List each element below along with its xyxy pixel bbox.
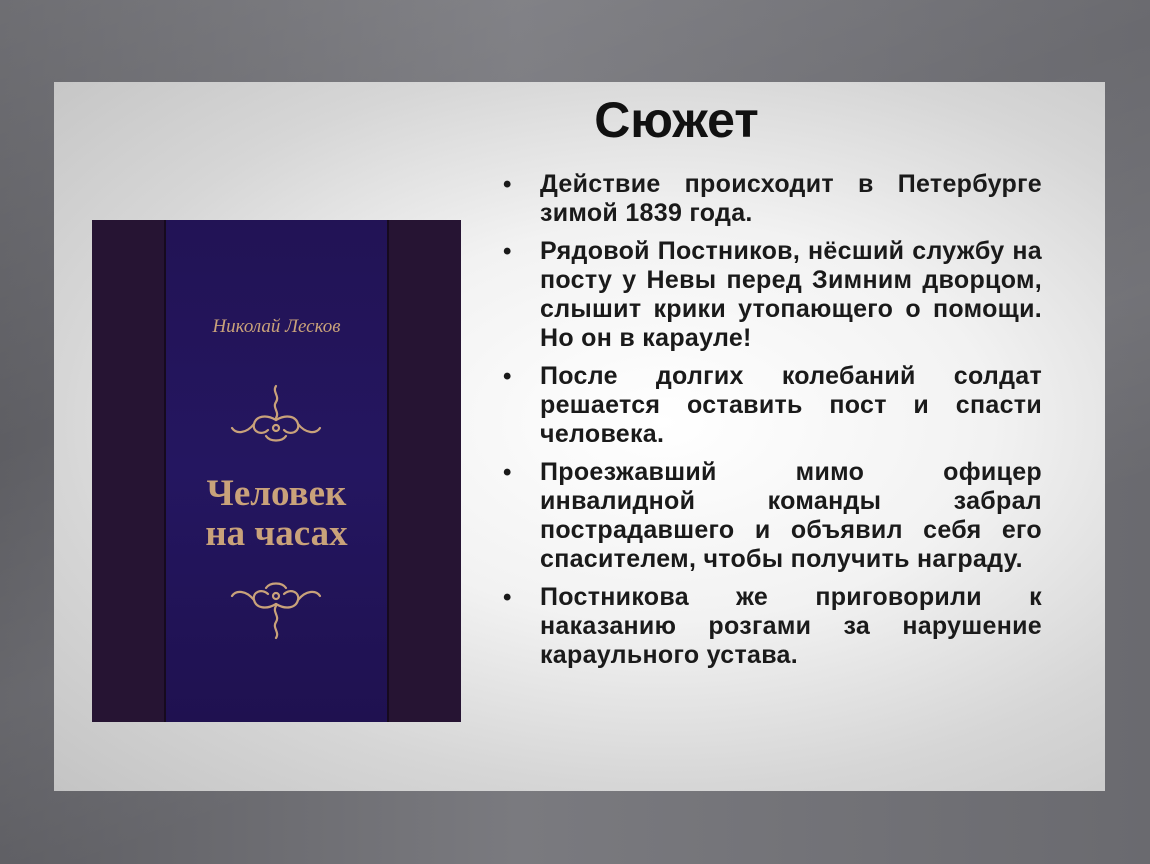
list-item [492, 458, 1042, 574]
slide-title: Сюжет [594, 92, 759, 148]
cover-center-panel [166, 220, 387, 722]
ornament-top-icon [226, 382, 326, 452]
list-item-text: Рядовой Постников, нёсший службу на посту у Невы перед Зимним дворцом, слышит крики утопающего о помощи. Но он в карауле! [540, 237, 1042, 352]
list-item [492, 583, 1042, 670]
list-item-text: Действие происходит в Петербурге зимой 1839 года. [540, 170, 1042, 227]
list-item [492, 237, 1042, 353]
cover-spine-band-left [92, 220, 166, 722]
cover-author: Николай Лесков [212, 316, 341, 337]
bullet-icon: • [503, 363, 512, 390]
bullet-list [492, 170, 1042, 679]
slide [54, 82, 1105, 791]
cover-title-line2: на часах [205, 513, 348, 554]
list-item [492, 362, 1042, 449]
bullet-icon: • [503, 584, 512, 611]
bullet-icon: • [503, 459, 512, 486]
bullet-icon: • [503, 171, 512, 198]
cover-spine-band-right [387, 220, 461, 722]
bullet-icon: • [503, 238, 512, 265]
list-item [492, 170, 1042, 228]
list-item-text: Проезжавший мимо офицер инвалидной команды забрал пострадавшего и объявил себя его спасителем, чтобы получить награду. [540, 458, 1042, 573]
ornament-bottom-icon [226, 572, 326, 642]
list-item-text: Постникова же приговорили к наказанию розгами за нарушение караульного устава. [540, 583, 1042, 669]
book-cover-image [92, 220, 461, 722]
list-item-text: После долгих колебаний солдат решается оставить пост и спасти человека. [540, 362, 1042, 448]
cover-title-line1: Человек [206, 473, 347, 514]
cover-title [92, 474, 461, 554]
